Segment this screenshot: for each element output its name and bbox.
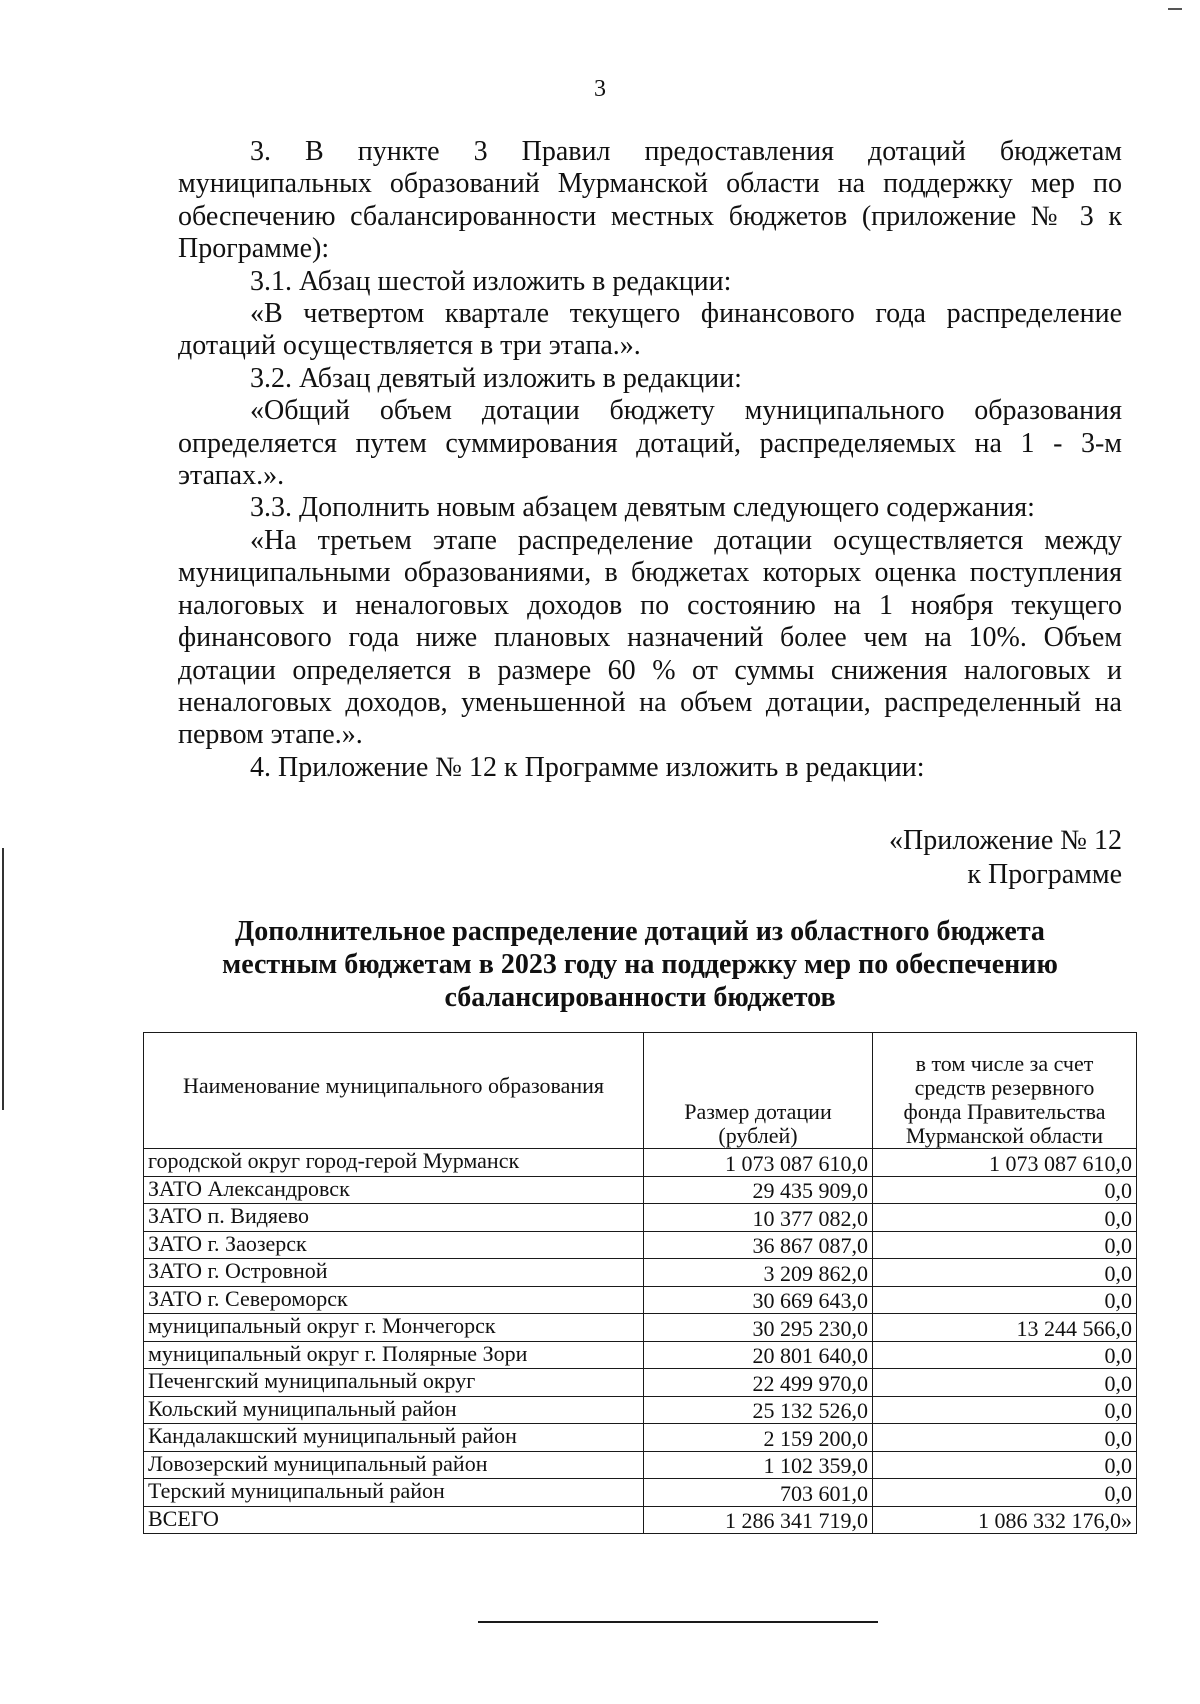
table-title-line: местным бюджетам в 2023 году на поддержку мер по обеспечению [222,949,1058,980]
table-row [144,1369,1137,1397]
header-reserve-fund-line: Мурманской области [905,1123,1104,1148]
header-subsidy-amount-line: (рублей) [718,1123,798,1148]
header-subsidy-amount-line: Размер дотации [684,1099,832,1124]
cell-reserve-fund-amount: 0,0 [873,1204,1137,1232]
table-row [144,1286,1137,1314]
cell-subsidy-amount: 30 669 643,0 [644,1286,873,1314]
table-row [144,1424,1137,1452]
distribution-table [143,1032,1137,1534]
table-row [144,1149,1137,1177]
cell-reserve-fund-amount: 1 073 087 610,0 [873,1149,1137,1177]
paragraph-item-3-3: 3.3. Дополнить новым абзацем девятым следующего содержания: [250,492,1035,524]
cell-reserve-fund-amount: 13 244 566,0 [873,1314,1137,1342]
cell-municipality-name: Кандалакшский муниципальный район [144,1424,644,1452]
cell-municipality-name: Ловозерский муниципальный район [144,1451,644,1479]
cell-reserve-fund-amount: 0,0 [873,1369,1137,1397]
cell-subsidy-amount: 20 801 640,0 [644,1341,873,1369]
table-row [144,1341,1137,1369]
cell-municipality-name: Печенгский муниципальный округ [144,1369,644,1397]
table-title [200,915,1080,1014]
cell-reserve-fund-amount: 0,0 [873,1176,1137,1204]
table-title-line: сбалансированности бюджетов [444,982,836,1013]
cell-total-label: ВСЕГО [144,1506,644,1534]
table-title-line: Дополнительное распределение дотаций из областного бюджета [235,916,1045,947]
cell-reserve-fund-amount: 0,0 [873,1424,1137,1452]
paragraph-item-3-1: 3.1. Абзац шестой изложить в редакции: [250,265,732,297]
table-row [144,1479,1137,1507]
cell-subsidy-amount: 25 132 526,0 [644,1396,873,1424]
paragraph-quote-3-3: «На третьем этапе распределение дотации осуществляется между муниципальными образованиями, в бюджетах которых оценка поступления налоговых и неналоговых доходов по состоянию на 1 ноября текущего финансового года ниже плановых назначений более чем на 10%. Объем дотации определяется в размере 60 % от суммы снижения налоговых и неналоговых доходов, уменьшенной на объем дотации, распределенный на первом этапе.». [178,524,1122,751]
table-row [144,1176,1137,1204]
cell-subsidy-amount: 30 295 230,0 [644,1314,873,1342]
paragraph-item-3: 3. В пункте 3 Правил предоставления дотаций бюджетам муниципальных образований Мурманской области на поддержку мер по обеспечению сбалансированности местных бюджетов (приложение № 3 к Программе): [178,136,1122,265]
cell-subsidy-amount: 3 209 862,0 [644,1259,873,1287]
appendix-reference-line: «Приложение № 12 [889,825,1122,856]
cell-municipality-name: ЗАТО г. Островной [144,1259,644,1287]
table-total-row [144,1506,1137,1534]
appendix-reference-line: к Программе [967,859,1122,890]
table-row [144,1314,1137,1342]
cell-municipality-name: городской округ город-герой Мурманск [144,1149,644,1177]
cell-subsidy-amount: 22 499 970,0 [644,1369,873,1397]
header-reserve-fund [873,1033,1137,1149]
cell-subsidy-amount: 36 867 087,0 [644,1231,873,1259]
cell-subsidy-amount: 1 102 359,0 [644,1451,873,1479]
header-municipality-name: Наименование муниципального образования [144,1033,644,1149]
cell-reserve-fund-amount: 0,0 [873,1479,1137,1507]
header-reserve-fund-line: средств резервного [914,1075,1095,1100]
header-reserve-fund-line: фонда Правительства [903,1099,1106,1124]
cell-subsidy-amount: 1 073 087 610,0 [644,1149,873,1177]
appendix-reference [722,824,1122,892]
cell-municipality-name: ЗАТО г. Североморск [144,1286,644,1314]
table-row [144,1231,1137,1259]
body-text [178,136,1122,784]
cell-reserve-fund-amount: 0,0 [873,1231,1137,1259]
paragraph-quote-3-1: «В четвертом квартале текущего финансового года распределение дотаций осуществляется в три этапа.». [178,298,1122,362]
cell-subsidy-amount: 10 377 082,0 [644,1204,873,1232]
cell-reserve-fund-amount: 0,0 [873,1341,1137,1369]
scan-margin-mark [2,848,4,1110]
cell-reserve-fund-amount: 0,0 [873,1396,1137,1424]
cell-municipality-name: муниципальный округ г. Полярные Зори [144,1341,644,1369]
table-row [144,1259,1137,1287]
paragraph-quote-3-2: «Общий объем дотации бюджету муниципального образования определяется путем суммирования дотаций, распределяемых на 1 - 3-м этапах.». [178,395,1122,492]
table-header-row [144,1033,1137,1149]
paragraph-item-4: 4. Приложение № 12 к Программе изложить в редакции: [250,751,925,783]
scan-corner-mark [1168,8,1182,10]
cell-reserve-fund-amount: 0,0 [873,1451,1137,1479]
page-number: 3 [594,76,606,102]
table-row [144,1451,1137,1479]
cell-municipality-name: ЗАТО Александровск [144,1176,644,1204]
table-row [144,1204,1137,1232]
cell-reserve-fund-amount: 0,0 [873,1259,1137,1287]
cell-municipality-name: Терский муниципальный район [144,1479,644,1507]
cell-total-subsidy-amount: 1 286 341 719,0 [644,1506,873,1534]
cell-municipality-name: Кольский муниципальный район [144,1396,644,1424]
cell-total-reserve-fund-amount: 1 086 332 176,0» [873,1506,1137,1534]
paragraph-item-3-2: 3.2. Абзац девятый изложить в редакции: [250,362,742,394]
cell-municipality-name: муниципальный округ г. Мончегорск [144,1314,644,1342]
header-reserve-fund-line: в том числе за счет [915,1051,1094,1076]
cell-subsidy-amount: 2 159 200,0 [644,1424,873,1452]
cell-municipality-name: ЗАТО п. Видяево [144,1204,644,1232]
footer-divider [478,1621,878,1623]
cell-reserve-fund-amount: 0,0 [873,1286,1137,1314]
cell-subsidy-amount: 29 435 909,0 [644,1176,873,1204]
header-subsidy-amount [644,1033,873,1149]
cell-subsidy-amount: 703 601,0 [644,1479,873,1507]
cell-municipality-name: ЗАТО г. Заозерск [144,1231,644,1259]
table-row [144,1396,1137,1424]
